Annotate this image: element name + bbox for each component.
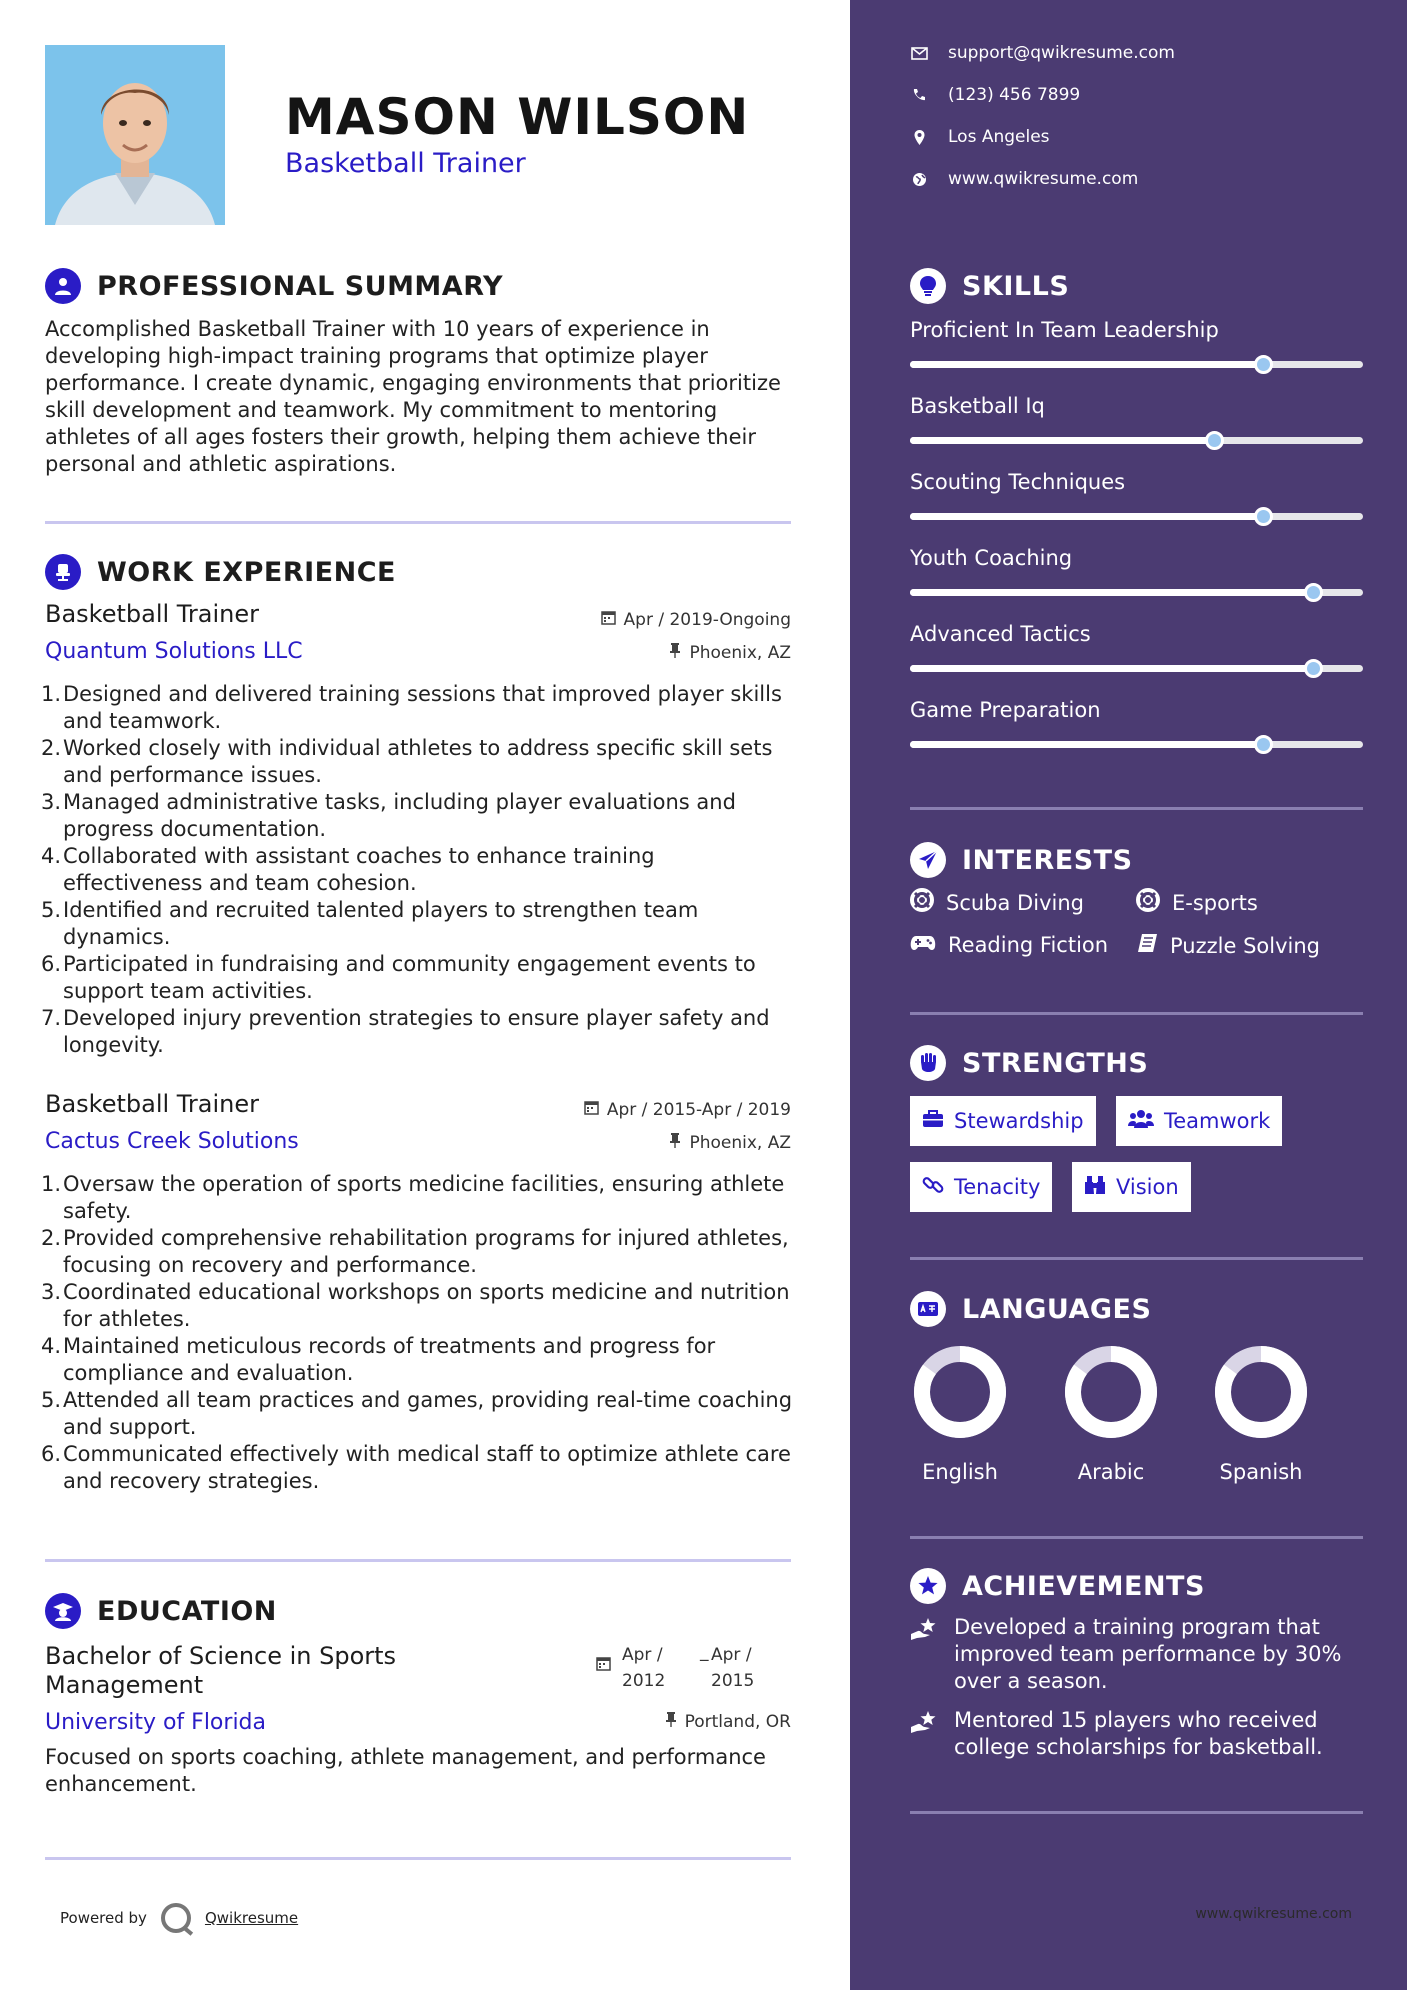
job-title: Basketball Trainer bbox=[45, 600, 260, 628]
skill-bar-fill bbox=[910, 665, 1313, 672]
achievement-item: Developed a training program that improved team performance by 30% over a season. bbox=[910, 1614, 1370, 1695]
skill-label: Youth Coaching bbox=[910, 546, 1073, 570]
skills-heading: SKILLS bbox=[962, 270, 1070, 302]
divider bbox=[45, 521, 791, 524]
calendar-icon bbox=[584, 1100, 599, 1120]
language-level-ring bbox=[1061, 1342, 1161, 1442]
envelope-icon bbox=[910, 47, 928, 60]
user-icon bbox=[45, 268, 81, 304]
calendar-icon bbox=[601, 610, 616, 630]
list-item: 4. Collaborated with assistant coaches to enhance training effectiveness and team cohesion. bbox=[41, 844, 655, 895]
list-item: 3. Coordinated educational workshops on sports medicine and nutrition for athletes. bbox=[41, 1280, 790, 1331]
summary-text: Accomplished Basketball Trainer with 10 years of experience in developing high-impact training programs that optimize player performance. I create dynamic, engaging environments that prioritize skill development and teamwork. My commitment to mentoring athletes of all ages fosters their growth, helping them achieve their personal and athletic aspirations. bbox=[45, 317, 781, 476]
lifebuoy-icon bbox=[1136, 888, 1160, 917]
strengths-heading-row bbox=[910, 1045, 1148, 1081]
language-level-ring bbox=[1211, 1342, 1311, 1442]
language-item bbox=[1051, 1342, 1171, 1484]
binoculars-icon bbox=[1084, 1175, 1106, 1200]
users-icon bbox=[1128, 1109, 1154, 1134]
lifebuoy-icon bbox=[910, 888, 934, 917]
languages-heading: LANGUAGES bbox=[962, 1293, 1152, 1325]
list-item: 5. Identified and recruited talented players to strengthen team dynamics. bbox=[41, 898, 699, 949]
degree-title: Bachelor of Science in Sports Management bbox=[45, 1642, 397, 1699]
language-item bbox=[1201, 1342, 1321, 1484]
star-badge-icon bbox=[910, 1568, 946, 1604]
graduate-icon bbox=[45, 1593, 81, 1629]
strengths-heading: STRENGTHS bbox=[962, 1047, 1149, 1079]
job-title: Basketball Trainer bbox=[45, 1090, 260, 1118]
skill-bar-fill bbox=[910, 741, 1263, 748]
date-separator: _ bbox=[700, 1642, 709, 1662]
pin-icon bbox=[669, 643, 681, 663]
skill-bar bbox=[910, 665, 1363, 672]
footer-url[interactable]: www.qwikresume.com bbox=[1195, 1906, 1352, 1922]
skill-bar-fill bbox=[910, 513, 1263, 520]
skill-label: Basketball Iq bbox=[910, 394, 1045, 418]
skill-bar bbox=[910, 437, 1363, 444]
language-card-icon bbox=[910, 1291, 946, 1327]
star-hand-icon bbox=[910, 1707, 940, 1761]
summary-heading-row bbox=[45, 268, 503, 304]
education-location: Portland, OR bbox=[665, 1712, 791, 1732]
calendar-icon bbox=[596, 1656, 611, 1675]
education-heading-row bbox=[45, 1593, 277, 1629]
candidate-name: MASON WILSON bbox=[285, 88, 750, 146]
language-label: English bbox=[922, 1460, 998, 1484]
skill-label: Advanced Tactics bbox=[910, 622, 1091, 646]
divider bbox=[910, 1536, 1363, 1539]
strength-badge: Vision bbox=[1072, 1162, 1191, 1212]
strength-badge: Tenacity bbox=[910, 1162, 1052, 1212]
achievements-heading: ACHIEVEMENTS bbox=[962, 1570, 1205, 1602]
job-date: Apr / 2019-Ongoing bbox=[601, 610, 791, 630]
job-date: Apr / 2015-Apr / 2019 bbox=[584, 1100, 791, 1120]
skill-bar-fill bbox=[910, 437, 1214, 444]
skill-label: Proficient In Team Leadership bbox=[910, 318, 1219, 342]
lightbulb-icon bbox=[910, 268, 946, 304]
list-item: 2. Provided comprehensive rehabilitation programs for injured athletes, focusing on recovery and performance. bbox=[41, 1226, 789, 1277]
achievement-item: Mentored 15 players who received college scholarships for basketball. bbox=[910, 1707, 1370, 1761]
divider bbox=[910, 807, 1363, 810]
company-name: Quantum Solutions LLC bbox=[45, 639, 303, 664]
school-name: University of Florida bbox=[45, 1710, 266, 1735]
gamepad-icon bbox=[910, 933, 936, 957]
strength-badge: Teamwork bbox=[1116, 1096, 1282, 1146]
pin-icon bbox=[669, 1133, 681, 1153]
contact-phone[interactable]: (123) 456 7899 bbox=[910, 85, 1080, 105]
interest-item: Scuba Diving bbox=[910, 888, 1084, 917]
language-label: Spanish bbox=[1219, 1460, 1303, 1484]
job-location: Phoenix, AZ bbox=[669, 1133, 791, 1153]
achievements-heading-row bbox=[910, 1568, 1205, 1604]
interest-item: Puzzle Solving bbox=[1136, 933, 1320, 958]
skill-bar bbox=[910, 741, 1363, 748]
education-description: Focused on sports coaching, athlete management, and performance enhancement. bbox=[45, 1745, 766, 1796]
list-item: 3. Managed administrative tasks, including player evaluations and progress documentation. bbox=[41, 790, 736, 841]
company-name: Cactus Creek Solutions bbox=[45, 1129, 299, 1154]
list-item: 4. Maintained meticulous records of treatments and progress for compliance and evaluation. bbox=[41, 1334, 716, 1385]
star-hand-icon bbox=[910, 1614, 940, 1695]
education-start-date: Apr / 2012 bbox=[622, 1645, 666, 1691]
list-item: 5. Attended all team practices and games, providing real-time coaching and support. bbox=[41, 1388, 793, 1439]
language-item bbox=[900, 1342, 1020, 1484]
language-level-ring bbox=[910, 1342, 1010, 1442]
qwikresume-logo-icon bbox=[161, 1903, 191, 1933]
candidate-title: Basketball Trainer bbox=[285, 148, 526, 179]
skill-label: Game Preparation bbox=[910, 698, 1101, 722]
skill-bar bbox=[910, 589, 1363, 596]
list-item: 1. Oversaw the operation of sports medicine facilities, ensuring athlete safety. bbox=[41, 1172, 785, 1223]
map-pin-icon bbox=[910, 130, 928, 145]
education-heading: EDUCATION bbox=[97, 1595, 277, 1627]
powered-by: Powered by Qwikresume bbox=[60, 1903, 298, 1933]
job-duties bbox=[41, 1171, 795, 1495]
pin-icon bbox=[665, 1712, 677, 1732]
interest-item: E-sports bbox=[1136, 888, 1258, 917]
strength-badge: Stewardship bbox=[910, 1096, 1096, 1146]
summary-heading: PROFESSIONAL SUMMARY bbox=[97, 270, 504, 302]
globe-icon bbox=[910, 172, 928, 187]
list-item: 7. Developed injury prevention strategies to ensure player safety and longevity. bbox=[41, 1006, 770, 1057]
skill-bar-fill bbox=[910, 361, 1263, 368]
divider bbox=[45, 1857, 791, 1860]
fist-icon bbox=[910, 1045, 946, 1081]
skill-label: Scouting Techniques bbox=[910, 470, 1126, 494]
link-icon bbox=[922, 1174, 944, 1201]
divider bbox=[910, 1257, 1363, 1260]
office-chair-icon bbox=[45, 554, 81, 590]
skill-bar bbox=[910, 361, 1363, 368]
interests-heading-row bbox=[910, 842, 1133, 878]
book-icon bbox=[1136, 933, 1158, 958]
paper-plane-icon bbox=[910, 842, 946, 878]
experience-heading: WORK EXPERIENCE bbox=[97, 556, 396, 588]
divider bbox=[910, 1012, 1363, 1015]
contact-website[interactable]: www.qwikresume.com bbox=[910, 169, 1138, 189]
skills-heading-row bbox=[910, 268, 1069, 304]
job-duties bbox=[41, 681, 795, 1059]
divider bbox=[910, 1811, 1363, 1814]
education-end-date: Apr / 2015 bbox=[711, 1645, 755, 1691]
contact-email[interactable]: support@qwikresume.com bbox=[910, 43, 1175, 63]
divider bbox=[45, 1559, 791, 1562]
list-item: 2. Worked closely with individual athletes to address specific skill sets and performance issues. bbox=[41, 736, 773, 787]
list-item: 6. Participated in fundraising and community engagement events to support team activities. bbox=[41, 952, 756, 1003]
phone-icon bbox=[910, 88, 928, 102]
skill-level-knob bbox=[1205, 431, 1224, 450]
brand-link[interactable]: Qwikresume bbox=[204, 1909, 299, 1927]
list-item: 1. Designed and delivered training sessions that improved player skills and teamwork. bbox=[41, 682, 782, 733]
job-location: Phoenix, AZ bbox=[669, 643, 791, 663]
language-label: Arabic bbox=[1077, 1460, 1145, 1484]
interests-heading: INTERESTS bbox=[962, 844, 1133, 876]
briefcase-icon bbox=[922, 1109, 944, 1133]
list-item: 6. Communicated effectively with medical staff to optimize athlete care and recovery strategies. bbox=[41, 1442, 791, 1493]
experience-heading-row bbox=[45, 554, 396, 590]
profile-photo bbox=[45, 45, 225, 225]
interest-item: Reading Fiction bbox=[910, 933, 1108, 957]
languages-heading-row bbox=[910, 1291, 1151, 1327]
skill-bar bbox=[910, 513, 1363, 520]
contact-location: Los Angeles bbox=[910, 127, 1050, 147]
skill-bar-fill bbox=[910, 589, 1313, 596]
